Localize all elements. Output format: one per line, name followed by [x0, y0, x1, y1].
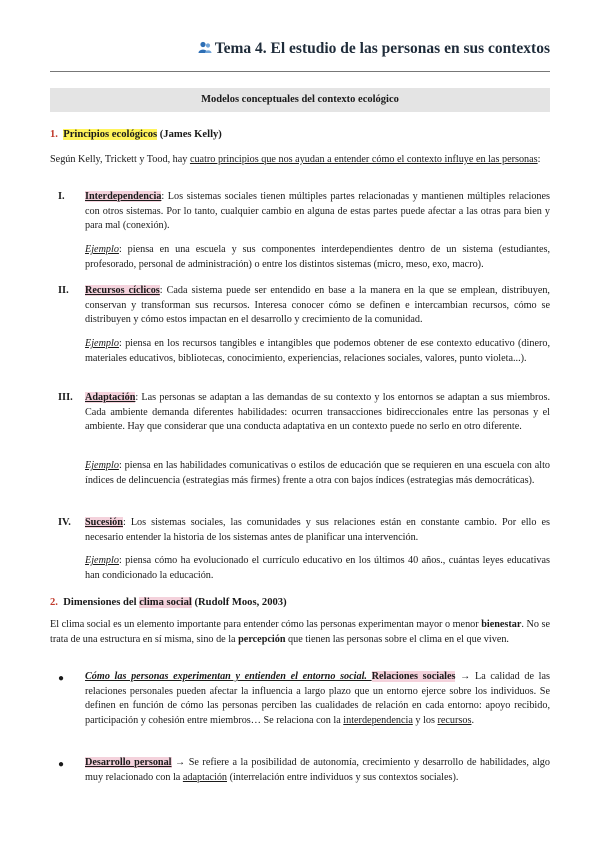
page-header	[50, 40, 550, 70]
example-label: Ejemplo	[85, 460, 119, 471]
page-title: Tema 4. El estudio de las personas en sus contextos	[214, 40, 550, 57]
intro-text: . No se trata de una estructura en sí misma, sino de la	[50, 619, 550, 645]
principle-text: : Los sistemas sociales, las comunidades y sus relaciones están en constante cambio. Por ello es necesario entender la historia de los sistemas antes de planificar una intervención.	[85, 517, 550, 543]
section-title-author: (Rudolf Moos, 2003)	[191, 597, 287, 608]
principle-example	[85, 337, 550, 366]
example-label: Ejemplo	[85, 244, 119, 255]
principle-example	[85, 554, 550, 583]
bullet-icon: ●	[58, 759, 65, 770]
bullet-icon: ●	[58, 673, 65, 684]
example-text: : piensa en los recursos tangibles e intangibles que podemos obtener de ese contexto educativo (dinero, materiales educativos, bibliotecas, conocimiento, experiencias, relaciones sociales, valores, punto violeta...).	[85, 338, 550, 364]
section-2-heading	[50, 596, 287, 610]
people-icon	[198, 41, 212, 54]
principle-term: Sucesión	[85, 517, 123, 528]
bullet-text: Se refiere a la posibilidad de autonomía, crecimiento y desarrollo de habilidades, algo muy relacionado con la	[85, 757, 550, 783]
roman-numeral: II.	[58, 285, 69, 296]
principle-item	[85, 190, 550, 234]
section-1-heading	[50, 128, 222, 142]
bullet-text: y los	[412, 714, 438, 726]
intro-underlined: cuatro principios que nos ayudan a entender cómo el contexto influye en las personas	[189, 154, 538, 165]
example-text: : piensa en una escuela y sus componentes interdependientes dentro de un sistema (estudiantes, profesorado, personal de administración) o entre los distintos sistemas (micro, meso, exo, macro).	[85, 244, 550, 270]
bullet-text: (interrelación entre individuos y sus contextos sociales).	[227, 771, 459, 783]
roman-numeral: IV.	[58, 517, 71, 528]
header-divider	[50, 71, 550, 72]
section-title-highlight: Principios ecológicos	[63, 129, 158, 140]
section-number: 1.	[50, 129, 58, 140]
example-text: : piensa en las habilidades comunicativas o estilos de educación que se requieren en una escuela con alto índices de delincuencia (estrategias más firmes) frente a otra con bajos índices (estrategias más democráticas).	[85, 460, 550, 486]
bullet-underlined-term: adaptación	[182, 771, 228, 783]
section-title-prefix: Dimensiones del	[63, 597, 140, 608]
section-2-intro	[50, 618, 550, 647]
bullet-item	[85, 756, 550, 785]
bullet-lead-highlight: Desarrollo personal	[85, 757, 172, 768]
intro-text: El clima social es un elemento importante para entender cómo las personas experimentan mayor o menor	[50, 619, 482, 630]
bullet-lead: Cómo las personas experimentan y entienden el entorno social.	[85, 671, 372, 682]
principle-term: Recursos cíclicos	[85, 285, 160, 296]
principle-example	[85, 243, 550, 272]
principle-item	[85, 284, 550, 328]
section-title-author: (James Kelly)	[157, 129, 222, 140]
principle-text: : Las personas se adaptan a las demandas de su contexto y los entornos se adaptan a sus miembros. Cada ambiente demanda diferentes habilidades: ocurren transacciones bidireccionales entre las personas y el ambiente. Hay que considerar que una conducta adaptativa en un contexto puede no serlo en otro diferente.	[85, 392, 550, 433]
bullet-underlined-term: interdependencia	[343, 714, 413, 726]
section-number: 2.	[50, 597, 58, 608]
principle-text: : Cada sistema puede ser entendido en base a la manera en la que se emplean, distribuyen, conservan y transforman sus recursos. Interesa conocer cómo se definen e intercambian recursos, cómo se distribuyen y cómo estos impactan en el desarrollo y crecimiento de la comunidad.	[85, 285, 550, 326]
principle-term: Adaptación	[85, 392, 136, 403]
principle-example	[85, 459, 550, 488]
intro-bold: percepción	[238, 633, 286, 645]
example-label: Ejemplo	[85, 338, 119, 349]
arrow-icon: →	[455, 671, 475, 682]
principle-item	[85, 391, 550, 435]
arrow-icon: →	[171, 757, 189, 768]
section-title-highlight: clima social	[139, 597, 192, 608]
intro-text: que tienen las personas sobre el clima en el que viven.	[285, 633, 509, 645]
intro-text: Según Kelly, Trickett y Tood, hay	[50, 154, 190, 165]
bullet-item	[85, 670, 550, 728]
bullet-underlined-term: recursos	[437, 714, 472, 726]
bullet-lead-highlight: Relaciones sociales	[371, 671, 456, 682]
roman-numeral: III.	[58, 392, 73, 403]
bullet-text: .	[471, 714, 474, 726]
roman-numeral: I.	[58, 191, 65, 202]
section-1-intro	[50, 153, 550, 168]
intro-bold: bienestar	[481, 619, 522, 630]
principle-item	[85, 516, 550, 545]
bullet-text: La calidad de las relaciones personales pueden afectar la influencia a largo plazo que un entorno ejerce sobre los individuos. Se definen en función de cómo las personas perciben las cualidades de relación en cada entorno: apoyo recibido, participación y cohesión entre miembros… Se relaciona con la	[85, 671, 550, 726]
example-label: Ejemplo	[85, 555, 119, 566]
section-banner: Modelos conceptuales del contexto ecológico	[50, 88, 550, 112]
example-text: : piensa cómo ha evolucionado el currículo educativo en los últimos 40 años., cuántas leyes educativas han condicionado la educación.	[85, 555, 550, 581]
principle-text: : Los sistemas sociales tienen múltiples partes relacionadas y mantienen múltiples relaciones con otros sistemas. Por lo tanto, cualquier cambio en alguna de estas partes puede afectar a las otras para bien y para mal (conexión).	[85, 191, 550, 232]
intro-end: :	[537, 154, 541, 165]
principle-term: Interdependencia	[85, 191, 162, 202]
